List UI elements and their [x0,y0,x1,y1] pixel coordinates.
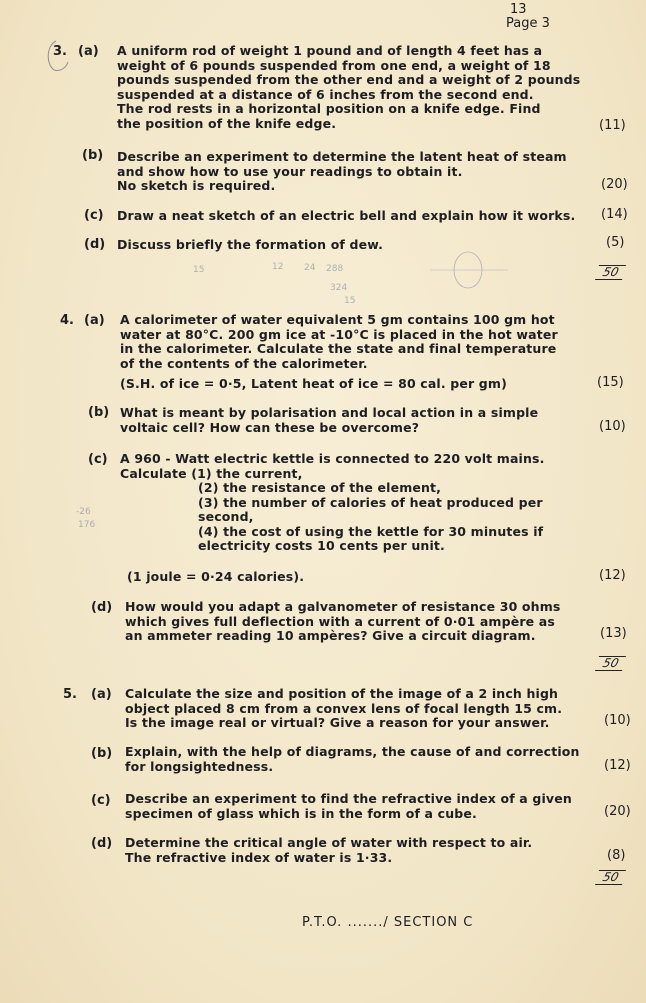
page-label: Page 3 [506,16,550,31]
question-text: A calorimeter of water equivalent 5 gm contains 100 gm hot water at 80°C. 200 gm ice at -10°C is placed in the hot water in the calorimeter. Calculate the state and final temperature of the contents of the calorimeter. [120,312,558,371]
part-label: (d) [91,836,113,851]
question-text: Discuss briefly the formation of dew. [117,237,384,252]
question-text: Calculate the size and position of the image of a 2 inch high object placed 8 cm from a convex lens of focal length 15 cm. Is the image real or virtual? Give a reason for your answer. [125,686,563,730]
part-label: (a) [91,687,112,702]
marks: (13) [600,626,627,641]
part-label: (b) [82,148,104,163]
pencil-sketch [430,248,510,298]
question-subitems: (2) the resistance of the element, (3) the number of calories of heat produced per second, (4) the cost of using the kettle for 30 minutes if electricity costs 10 cents per unit. [198,480,544,553]
part-label: (a) [84,313,105,328]
question-text: Determine the critical angle of water with respect to air. The refractive index of water is 1·33. [125,835,533,865]
part-label: (c) [88,452,108,467]
pencil-note: 12 [272,262,284,272]
marks: (20) [604,804,631,819]
part-label: (d) [84,237,106,252]
question-number: 4. [60,313,74,328]
sheet-number: 13 [510,2,527,17]
question-text: A uniform rod of weight 1 pound and of length 4 feet has a weight of 6 pounds suspended from one end, a weight of 18 pounds suspended from the other end and a weight of 2 pounds suspended at a distance of 6 inches from the second end. The rod rests in a horizontal position on a knife edge. Find the position of the knife edge. [117,43,581,131]
marks: (15) [597,375,624,390]
total-marks-box: 50 [595,265,626,280]
pencil-note: 15 [344,296,356,306]
data-note: (S.H. of ice = 0·5, Latent heat of ice = 80 cal. per gm) [120,376,507,391]
pencil-note: 324 [330,283,348,293]
marks: (11) [599,118,626,133]
pto-footer: P.T.O. ......./ SECTION C [302,915,474,930]
question-number: 5. [63,687,77,702]
marks: (12) [604,758,631,773]
pencil-note: 15 [193,265,205,275]
question-text: What is meant by polarisation and local action in a simple voltaic cell? How can these be overcome? [120,405,539,435]
pencil-note: 288 [326,264,344,274]
part-label: (d) [91,600,113,615]
part-label: (c) [84,208,104,223]
marks: (20) [601,177,628,192]
marks: (10) [604,713,631,728]
question-text: How would you adapt a galvanometer of resistance 30 ohms which gives full deflection with a current of 0·01 ampère as an ammeter reading 10 ampères? Give a circuit diagram. [125,599,561,643]
marks: (5) [606,235,625,250]
marks: (8) [607,848,626,863]
pencil-circle-mark [44,38,74,74]
total-marks-box: 50 [595,656,626,671]
marks: (12) [599,568,626,583]
pencil-note: 24 [304,263,316,273]
question-text: Describe an experiment to find the refractive index of a given specimen of glass which is in the form of a cube. [125,791,572,821]
question-text: A 960 - Watt electric kettle is connected to 220 volt mains. Calculate (1) the current, [120,451,545,481]
part-label: (a) [78,44,99,59]
marks: (10) [599,419,626,434]
pencil-note: 176 [78,520,96,530]
part-label: (b) [91,746,113,761]
data-note: (1 joule = 0·24 calories). [127,569,305,584]
question-number: 3. [53,44,67,59]
question-text: Explain, with the help of diagrams, the cause of and correction for longsightedness. [125,744,580,774]
pencil-note: -26 [76,507,91,517]
part-label: (b) [88,405,110,420]
marks: (14) [601,207,628,222]
part-label: (c) [91,793,111,808]
question-text: Describe an experiment to determine the latent heat of steam and show how to use your readings to obtain it. No sketch is required. [117,149,567,193]
question-text: Draw a neat sketch of an electric bell and explain how it works. [117,208,576,223]
total-marks-box: 50 [595,870,626,885]
